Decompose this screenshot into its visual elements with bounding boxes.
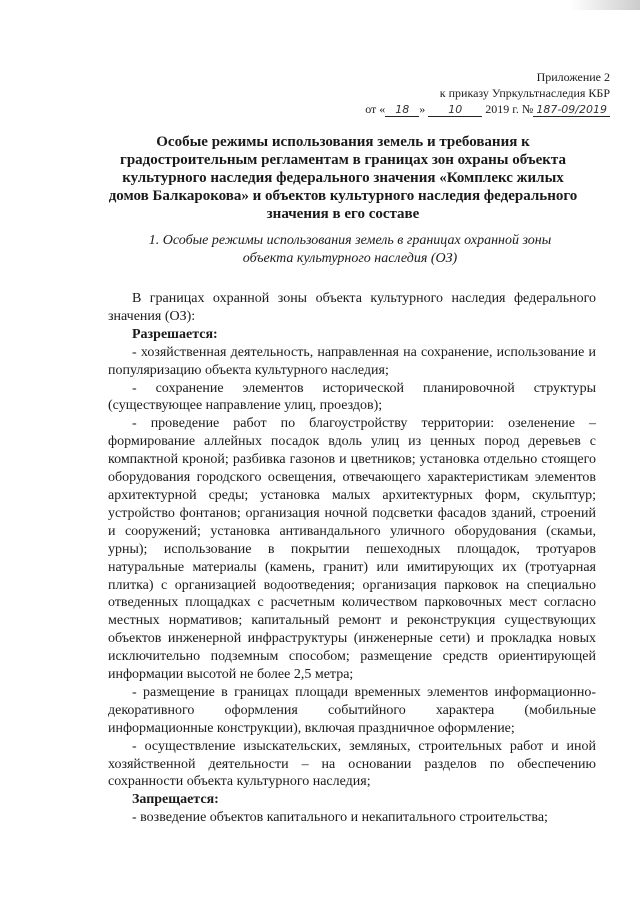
date-day: 18 (385, 103, 419, 117)
date-month: 10 (428, 103, 482, 117)
list-item: - сохранение элементов исторической планировочной структуры (существующее направление улиц, проездов); (108, 380, 596, 414)
document-title: Особые режимы использования земель и требования к градостроительным регламентам в границах зон охраны объекта культурного наследия федерального значения «Комплекс жилых домов Балкарокова» и объектов культурного наследия федерального значения в его составе (108, 134, 578, 222)
list-item: - хозяйственная деятельность, направленная на сохранение, использование и популяризацию объекта культурного наследия; (108, 344, 596, 378)
list-item: - возведение объектов капитального и некапитального строительства; (132, 810, 548, 826)
list-item: - размещение в границах площади временных элементов информационно-декоративного оформления событийного характера (мобильные информационные конструкции), включая праздничное оформление; (108, 684, 596, 736)
forbidden-heading: Запрещается: (132, 792, 219, 808)
intro-paragraph: В границах охранной зоны объекта культурного наследия федерального значения (ОЗ): (108, 291, 596, 324)
scan-shadow (570, 0, 640, 10)
appendix-number: Приложение 2 (536, 70, 610, 84)
allowed-heading: Разрешается: (132, 326, 218, 342)
date-year: 2019 г. № (485, 102, 534, 116)
order-reference: к приказу Упркультнаследия КБР (439, 86, 610, 100)
date-separator: » (419, 102, 426, 116)
document-body (108, 290, 596, 827)
order-date-line (365, 101, 610, 117)
list-item: - проведение работ по благоустройству территории: озеленение – формирование аллейных посадок вдоль улиц из ценных пород деревьев с компактной кроной; разбивка газонов и цветников; установка отдельно стоящего оборудования городского освещения, отвечающего характеристикам элементов архитектурной среды; установка малых архитектурных форм, скульптур; устройство фонтанов; организация ночной подсветки фасадов зданий, строений и сооружений; установка антивандального уличного оборудования (скамьи, урны); использование в покрытии пешеходных площадок, тротуаров натуральные материалы (камень, гранит) или имитирующих их (тротуарная плитка) с организацией водоотведения; организация парковок на специально отведенных площадках с расчетным количеством парковочных мест согласно местных нормативов; капитальный ремонт и реконструкция существующих объектов инженерной инфраструктуры (инженерные сети) и прокладка новых исключительно подземным способом; размещение средств ориентирующей информации высотой не более 2,5 метра; (108, 416, 596, 683)
date-prefix: от « (365, 102, 386, 116)
section-heading: 1. Особые режимы использования земель в границах охранной зоны объекта культурного наследия (ОЗ) (148, 233, 552, 266)
appendix-header (365, 69, 610, 117)
list-item: - осуществление изыскательских, земляных, строительных работ и иной хозяйственной деятельности – на основании разделов по обеспечению сохранности объекта культурного наследия; (108, 738, 596, 790)
order-number: 187-09/2019 (533, 103, 610, 117)
